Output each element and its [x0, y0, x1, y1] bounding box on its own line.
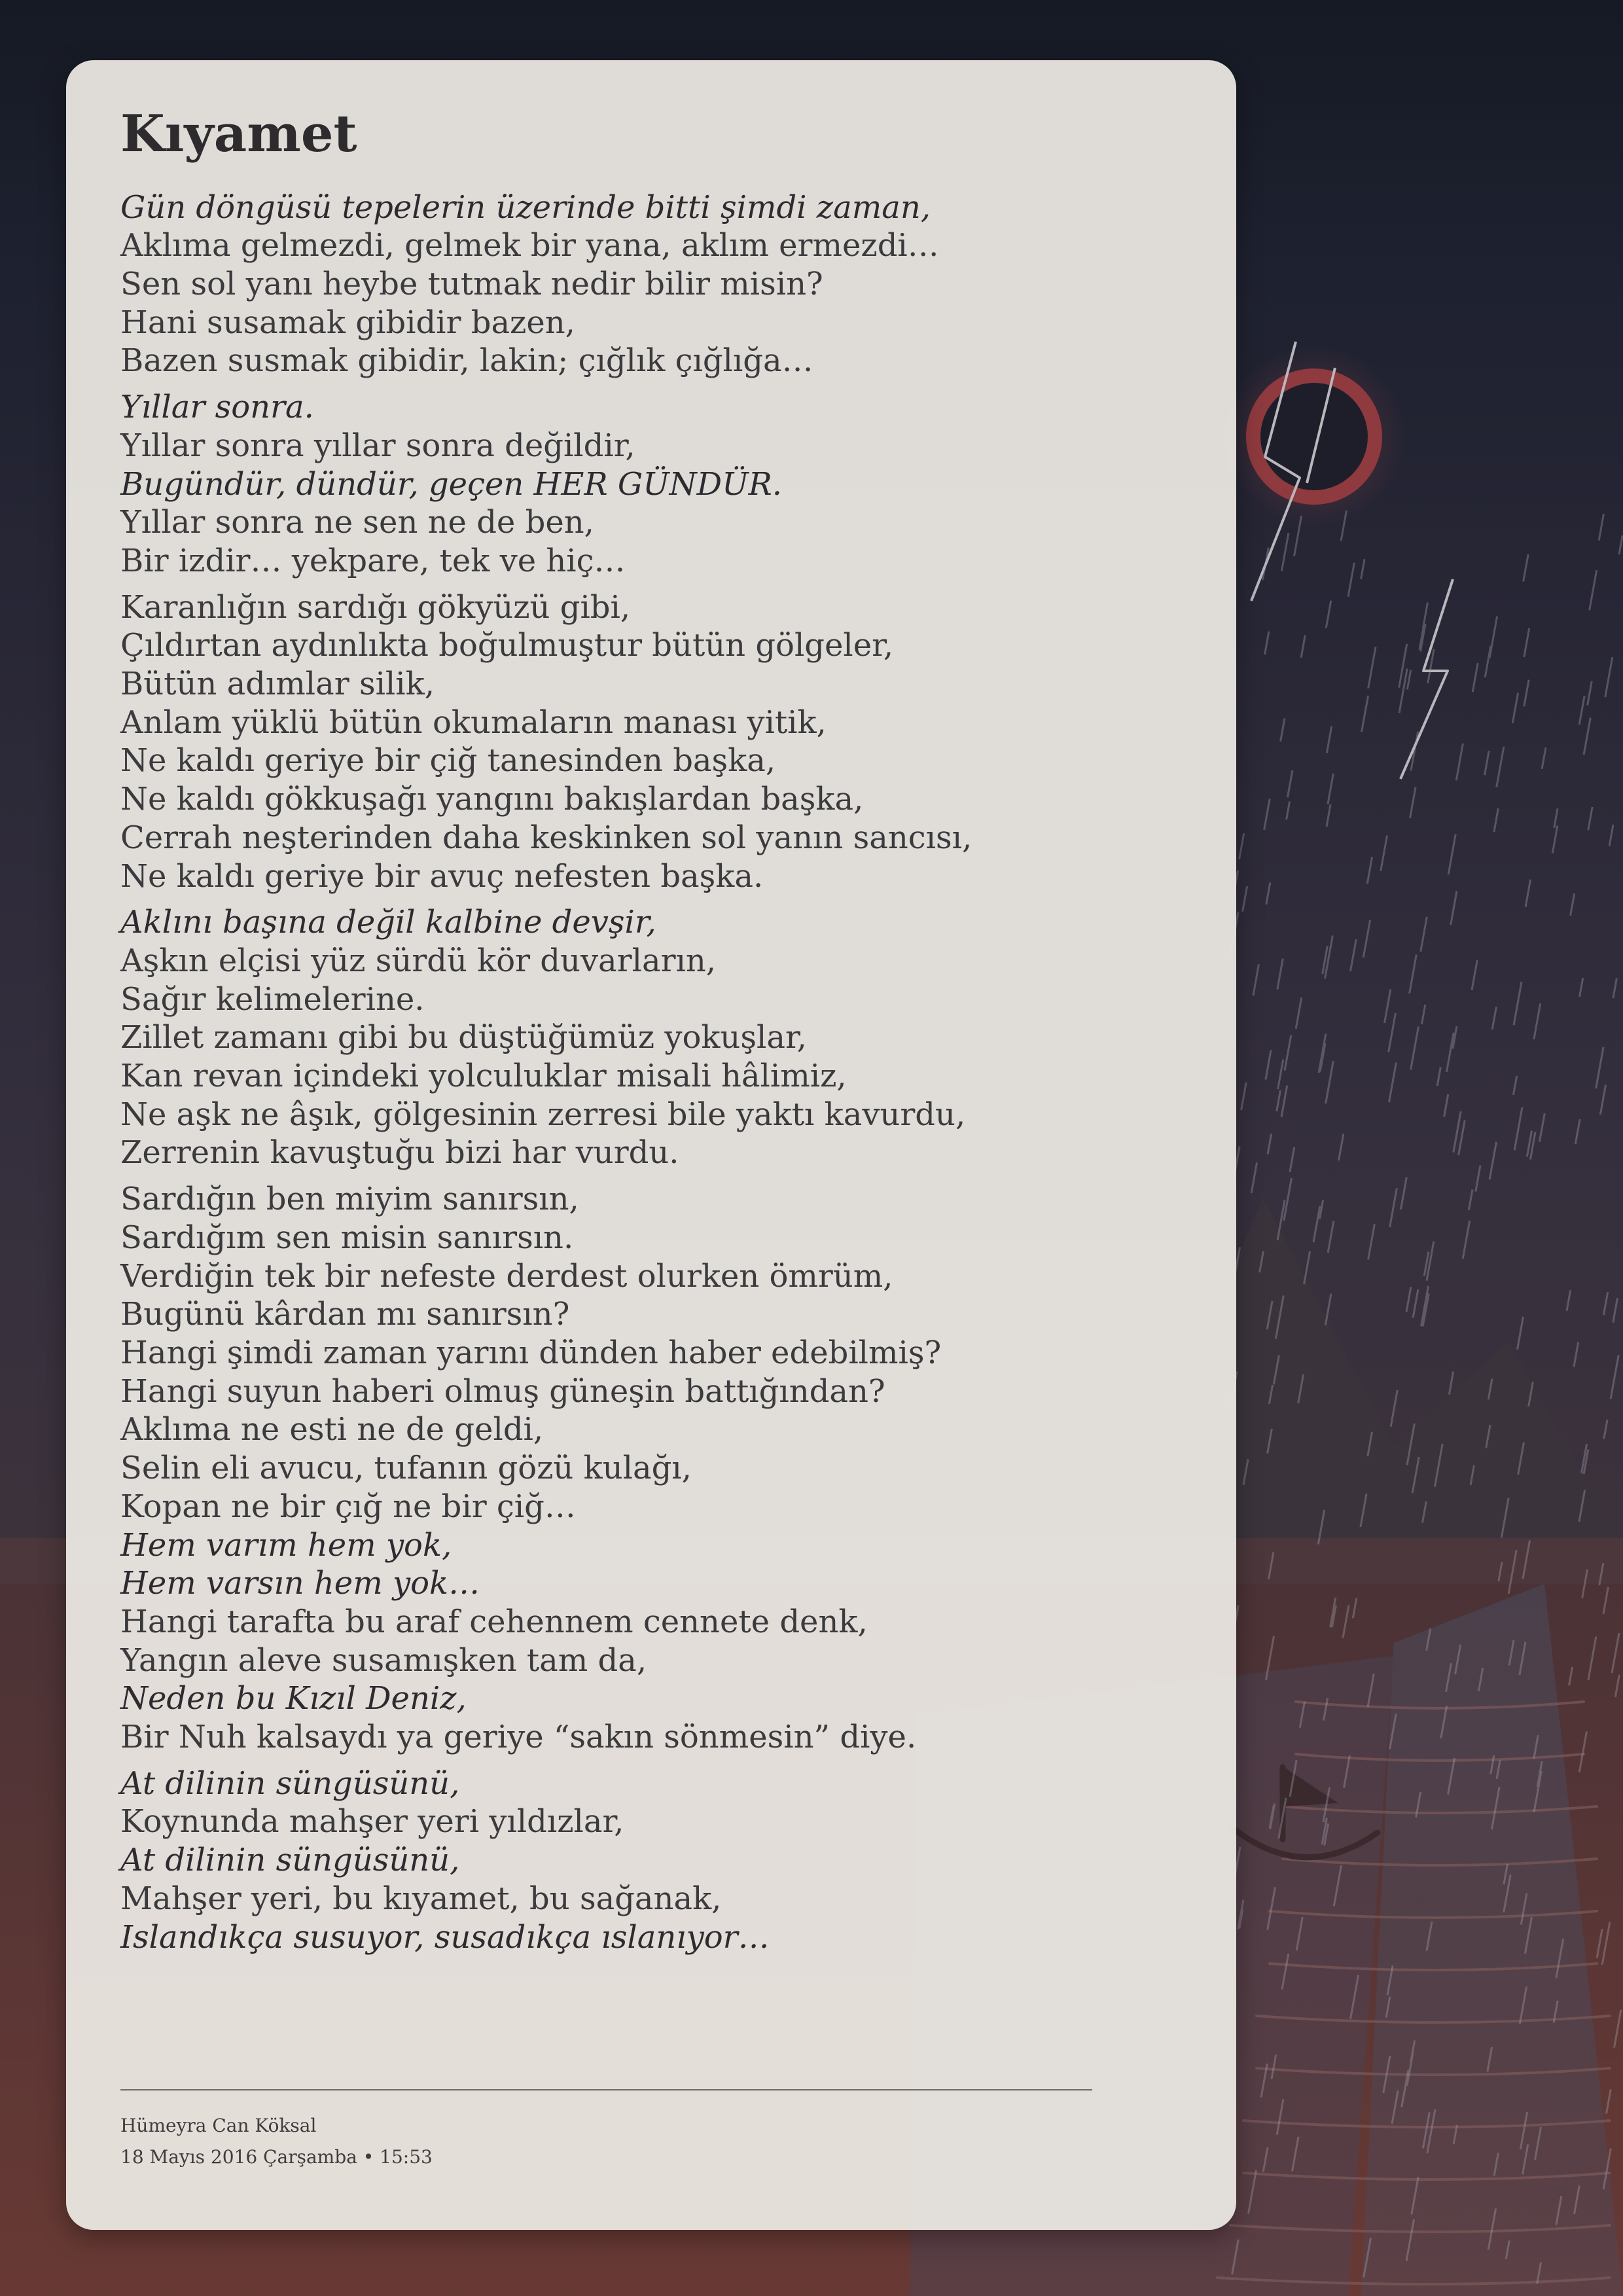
rain-streak: [1265, 632, 1269, 655]
rain-streak: [1603, 1292, 1607, 1315]
poem-line: Hem varım hem yok,: [120, 1526, 452, 1564]
poem-line: Bütün adımlar silik,: [120, 666, 435, 703]
rain-streak: [1385, 989, 1391, 1023]
rain-streak: [1287, 801, 1290, 819]
rain-streak: [1296, 997, 1302, 1029]
rain-streak: [1389, 1013, 1396, 1052]
rain-streak: [1613, 978, 1616, 998]
rain-streak: [1410, 787, 1416, 818]
poem-line: Kan revan içindeki yolculuklar misali hâlimiz,: [120, 1058, 847, 1095]
poem-line: Islandıkça susuyor, susadıkça ıslanıyor…: [120, 1918, 770, 1956]
poem-title: Kıyamet: [120, 104, 357, 164]
poem-footer: [120, 2089, 1092, 2173]
rain-streak: [1278, 1060, 1283, 1089]
poem-line: Anlam yüklü bütün okumaların manası yitik,: [120, 704, 827, 741]
stanza: [120, 1765, 1102, 1957]
stanza: [120, 903, 1102, 1172]
rain-streak: [1328, 774, 1333, 804]
rain-streak: [1513, 1076, 1516, 1095]
poem-line: At dilinin süngüsünü,: [120, 1842, 460, 1879]
rain-streak: [1489, 617, 1497, 658]
rain-streak: [1448, 834, 1455, 875]
poem-line: Sardığın ben miyim sanırsın,: [120, 1181, 579, 1218]
rain-streak: [1571, 893, 1575, 916]
rain-streak: [1469, 1189, 1472, 1210]
rain-streak: [1472, 663, 1478, 692]
rain-streak: [1350, 939, 1356, 971]
rain-streak: [1605, 657, 1613, 697]
rain-streak: [1367, 857, 1372, 884]
rain-streak: [1251, 1162, 1257, 1193]
poem-line: Çıldırtan aydınlıkta boğulmuştur bütün gölgeler,: [120, 627, 894, 664]
rain-streak: [1613, 1298, 1618, 1322]
rain-streak: [1609, 825, 1613, 846]
rain-streak: [1319, 1033, 1326, 1073]
rain-streak: [1459, 1121, 1465, 1155]
rain-streak: [1472, 960, 1477, 990]
rain-streak: [1264, 798, 1270, 829]
rain-streak: [1348, 563, 1354, 597]
poem-card: [66, 60, 1236, 2230]
rain-streak: [1604, 1420, 1607, 1439]
poem-line: Yangın aleve susamışken tam da,: [120, 1641, 647, 1679]
rain-streak: [1362, 696, 1368, 732]
rain-streak: [1619, 535, 1622, 554]
poem-line: Verdiğin tek bir nefeste derdest olurken ömrüm,: [120, 1257, 893, 1295]
rain-streak: [1539, 1113, 1544, 1142]
rain-streak: [1584, 718, 1590, 755]
author-name: Hümeyra Can Köksal: [120, 2115, 317, 2136]
poem-line: Zerrenin kavuştuğu bizi har vurdu.: [120, 1134, 679, 1172]
rain-streak: [1552, 826, 1558, 853]
rain-streak: [1407, 670, 1410, 690]
rain-streak: [1361, 559, 1364, 579]
rain-streak: [1304, 1251, 1310, 1284]
rain-streak: [1485, 751, 1489, 775]
poem-line: Ne kaldı geriye bir avuç nefesten başka.: [120, 857, 764, 895]
poem-line: Ne kaldı geriye bir çiğ tanesinden başka,: [120, 742, 776, 780]
poem-line: Bugündür, dündür, geçen HER GÜNDÜR.: [120, 465, 782, 503]
poem-line: Mahşer yeri, bu kıyamet, bu sağanak,: [120, 1880, 722, 1917]
poem-line: Koynunda mahşer yeri yıldızlar,: [120, 1803, 624, 1840]
rain-streak: [1285, 1035, 1291, 1071]
rain-streak: [1368, 647, 1376, 688]
rain-streak: [1281, 1086, 1287, 1117]
rain-streak: [1596, 1047, 1603, 1088]
rain-streak: [1389, 1062, 1396, 1102]
poem-line: Bir Nuh kalsaydı ya geriye “sakın sönmesin” diye.: [120, 1719, 917, 1756]
rain-streak: [1588, 807, 1592, 830]
publish-date: 18 Mayıs 2016 Çarşamba • 15:53: [120, 2146, 433, 2168]
poem-line: Sen sol yanı heybe tutmak nedir bilir misin?: [120, 266, 823, 302]
rain-streak: [1580, 978, 1583, 997]
poem-line: Ne aşk ne âşık, gölgesinin zerresi bile yaktı kavurdu,: [120, 1096, 966, 1133]
rain-streak: [1326, 601, 1331, 628]
rain-streak: [1525, 880, 1531, 907]
rain-streak: [1446, 1033, 1454, 1072]
rain-streak: [1290, 1147, 1294, 1172]
rain-streak: [1437, 1067, 1440, 1086]
rain-streak: [1542, 747, 1546, 769]
poem-line: Karanlığın sardığı gökyüzü gibi,: [120, 588, 631, 626]
rain-streak: [1524, 554, 1529, 582]
rain-streak: [1368, 1224, 1375, 1259]
poem-line: Hani susamak gibidir bazen,: [120, 304, 575, 341]
poem-line: Zillet zamanı gibi bu düştüğümüz yokuşlar,: [120, 1019, 807, 1056]
rain-streak: [1410, 955, 1417, 994]
poem-content: [120, 103, 1102, 1964]
rain-streak: [1363, 920, 1370, 958]
rain-streak: [1277, 959, 1283, 990]
rain-streak: [1390, 1188, 1397, 1227]
rain-streak: [1241, 1083, 1247, 1110]
poem-line: Sağır kelimelerine.: [120, 980, 425, 1018]
rain-streak: [1287, 770, 1292, 797]
rain-streak: [1476, 1166, 1480, 1192]
rain-streak: [1489, 1142, 1496, 1180]
poem-line: Bir izdir… yekpare, tek ve hiç…: [120, 542, 626, 579]
stanza: [120, 388, 1102, 581]
rain-streak: [1574, 1342, 1578, 1367]
rain-streak: [1588, 681, 1592, 705]
rain-streak: [1492, 1007, 1496, 1030]
rain-streak: [1406, 1287, 1411, 1312]
rain-streak: [1262, 548, 1268, 580]
stanza: [120, 188, 1102, 381]
rain-streak: [1421, 1005, 1425, 1024]
rain-streak: [1524, 628, 1529, 657]
poem-line: Gün döngüsü tepelerin üzerinde bitti şimdi zaman,: [120, 188, 931, 226]
rain-streak: [1413, 1289, 1418, 1318]
rain-streak: [1281, 533, 1288, 571]
rain-streak: [1575, 1119, 1580, 1144]
rain-streak: [1512, 693, 1518, 723]
poem-line: At dilinin süngüsünü,: [120, 1765, 460, 1802]
rain-streak: [1243, 886, 1247, 912]
poem-line: Aşkın elçisi yüz sürdü kör duvarların,: [120, 942, 717, 979]
poem-line: Hangi şimdi zaman yarını dünden haber edebilmiş?: [120, 1334, 942, 1371]
rain-streak: [1381, 836, 1387, 871]
poem-line: Aklıma ne esti ne de geldi,: [120, 1411, 544, 1448]
poem-line: Aklıma gelmezdi, gelmek bir yana, aklım ermezdi…: [120, 227, 939, 264]
rain-streak: [1554, 808, 1558, 827]
rain-streak: [1326, 1061, 1334, 1103]
rain-streak: [1444, 1094, 1448, 1117]
stanza: [120, 588, 1102, 896]
rain-streak: [1421, 917, 1427, 952]
poem-line: Kopan ne bir çığ ne bir çiğ…: [120, 1488, 576, 1525]
rain-streak: [1611, 1355, 1618, 1399]
rain-streak: [1579, 696, 1584, 725]
rain-streak: [1514, 1107, 1522, 1150]
rain-streak: [1534, 1003, 1541, 1039]
stanza: [120, 1180, 1102, 1757]
rain-streak: [1524, 680, 1529, 707]
rain-streak: [1266, 1050, 1271, 1079]
poem-line: Hem varsın hem yok…: [120, 1565, 480, 1602]
poem-line: Yıllar sonra yıllar sonra değildir,: [120, 427, 635, 464]
poem-line: Cerrah neşterinden daha keskinken sol yanın sancısı,: [120, 819, 972, 856]
rain-streak: [1567, 1290, 1571, 1310]
rain-streak: [1268, 1134, 1272, 1154]
poem-line: Selin eli avucu, tufanın gözü kulağı,: [120, 1450, 692, 1487]
poem-line: Bazen susmak gibidir, lakin; çığlık çığlığa…: [120, 342, 813, 380]
footer-divider: [120, 2089, 1092, 2090]
rain-streak: [1400, 1177, 1406, 1210]
rain-streak: [1456, 744, 1463, 780]
rain-streak: [1277, 1090, 1281, 1111]
rain-streak: [1301, 635, 1305, 657]
poem-line: Ne kaldı gökkuşağı yangını bakışlardan başka,: [120, 781, 864, 818]
rain-streak: [1411, 1027, 1419, 1070]
rain-streak: [1313, 1206, 1320, 1242]
poem-line: Yıllar sonra.: [120, 389, 314, 426]
rain-streak: [1494, 808, 1498, 832]
rain-streak: [1517, 1317, 1523, 1350]
rain-streak: [1339, 1134, 1344, 1160]
poem-line: Aklını başına değil kalbine devşir,: [120, 904, 656, 941]
rain-streak: [1327, 726, 1331, 753]
rain-streak: [1284, 1178, 1292, 1221]
rain-streak: [1240, 833, 1244, 859]
rain-streak: [1281, 719, 1285, 742]
rain-streak: [1599, 514, 1603, 541]
rain-streak: [1600, 1085, 1605, 1115]
rain-streak: [1328, 1221, 1334, 1252]
rain-streak: [1497, 747, 1504, 787]
rain-streak: [1451, 891, 1457, 925]
rain-streak: [1590, 570, 1597, 610]
poem-line: Neden bu Kızıl Deniz,: [120, 1680, 467, 1717]
rain-streak: [1485, 646, 1491, 677]
poem-line: Hangi tarafta bu araf cehennem cennete denk,: [120, 1603, 868, 1640]
poem-body: [120, 188, 1102, 1957]
rain-streak: [1391, 1390, 1397, 1427]
rain-streak: [1266, 882, 1270, 904]
rain-streak: [1253, 964, 1259, 996]
poem-line: Bugünü kârdan mı sanırsın?: [120, 1296, 570, 1333]
poem-line: Yıllar sonra ne sen ne de ben,: [120, 504, 594, 541]
rain-streak: [1514, 982, 1522, 1025]
rain-streak: [1325, 1294, 1331, 1325]
poem-line: Hangi suyun haberi olmuş güneşin battığından?: [120, 1372, 885, 1410]
rain-streak: [1327, 804, 1330, 827]
rain-streak: [1463, 1221, 1470, 1259]
rain-streak: [1449, 1372, 1453, 1395]
poem-line: Sardığım sen misin sanırsın.: [120, 1219, 574, 1256]
